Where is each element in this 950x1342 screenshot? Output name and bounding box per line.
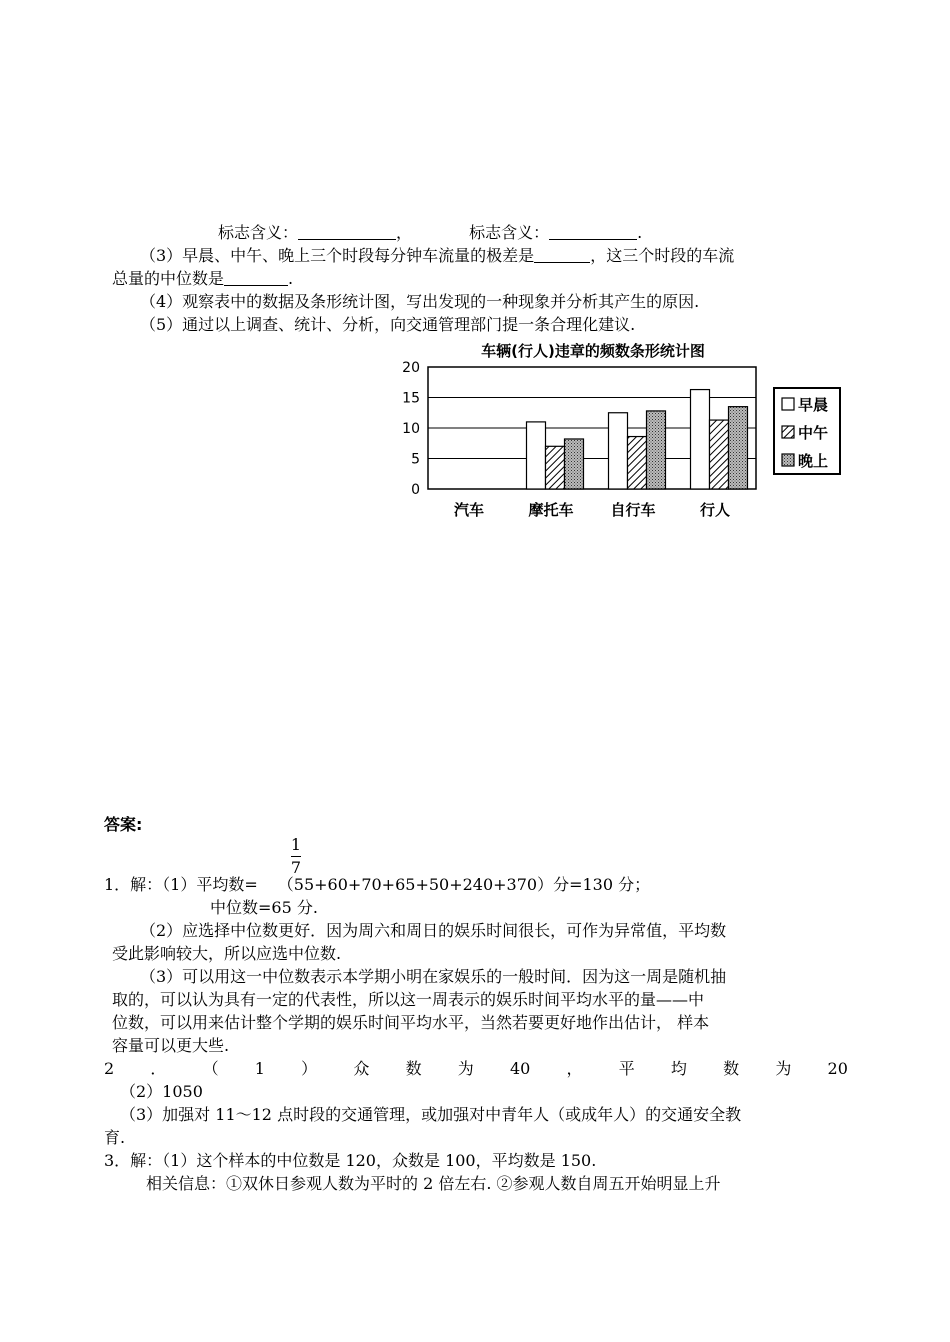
chart-bars — [527, 390, 748, 489]
q3-blank-range — [534, 246, 590, 263]
a1-mean-prefix: 1．解：（1）平均数= — [104, 875, 258, 894]
fraction-denominator: 7 — [290, 858, 302, 877]
sign-meaning-label-2: 标志含义： — [469, 223, 550, 242]
chart-title: 车辆(行人)违章的频数条形统计图 — [481, 342, 705, 360]
a1-p3-line-1: （3）可以用这一中位数表示本学期小明在家娱乐的一般时间．因为这一周是随机抽 — [140, 967, 727, 986]
y-tick-label: 20 — [402, 360, 420, 376]
y-tick-label: 10 — [402, 421, 420, 437]
a1-p2-line-2: 受此影响较大，所以应选中位数. — [112, 944, 342, 963]
a2-token: 为 — [457, 1059, 474, 1078]
bar-中午-自行车 — [628, 437, 647, 489]
q5-text: （5）通过以上调查、统计、分析，向交通管理部门提一条合理化建议. — [140, 315, 636, 334]
chart-y-ticks — [402, 360, 420, 498]
sign-meaning-blank-1 — [298, 223, 396, 240]
mean-fraction — [288, 835, 304, 878]
q3-line-2 — [112, 268, 293, 290]
a3-line-2: 相关信息：①双休日参观人数为平时的 2 倍左右. ②参观人数自周五开始明显上升 — [146, 1174, 721, 1193]
a2-token: 数 — [405, 1059, 422, 1078]
q3-line-1 — [140, 245, 734, 267]
sign-meaning-line — [218, 222, 642, 244]
q5-line — [140, 314, 635, 336]
a1-p3-line-3: 位数，可以用来估计整个学期的娱乐时间平均水平，当然若要更好地作出估计， 样本 — [112, 1013, 710, 1032]
a2-token: ， — [566, 1059, 583, 1078]
q3-text-2: ，这三个时段的车流 — [590, 246, 735, 265]
bar-晚上-摩托车 — [565, 439, 584, 489]
a2-token: 众 — [353, 1059, 370, 1078]
a2-token: 20 — [827, 1059, 848, 1078]
bar-chart — [388, 338, 848, 524]
x-tick-label: 自行车 — [610, 501, 656, 519]
q3-text-3: 总量的中位数是 — [112, 269, 225, 288]
a2-token: 平 — [618, 1059, 635, 1078]
legend-label: 早晨 — [798, 396, 829, 414]
a1-p2-line-1: （2）应选择中位数更好．因为周六和周日的娱乐时间很长，可作为异常值，平均数 — [140, 921, 727, 940]
a2-token: 1 — [254, 1059, 265, 1078]
legend-swatch — [782, 426, 794, 438]
a1-line-1 — [104, 874, 650, 896]
bar-中午-行人 — [710, 420, 729, 489]
a3-line-1: 3．解：（1）这个样本的中位数是 120，众数是 100，平均数是 150. — [104, 1151, 597, 1170]
bar-早晨-自行车 — [609, 413, 628, 489]
a2-token: 均 — [670, 1059, 687, 1078]
legend-swatch — [782, 454, 794, 466]
sign-meaning-end: . — [637, 223, 643, 242]
answers-heading: 答案: — [104, 815, 143, 834]
fraction-bar — [291, 856, 301, 857]
q3-end: . — [288, 269, 294, 288]
y-tick-label: 5 — [411, 451, 420, 468]
bar-晚上-行人 — [729, 407, 748, 489]
a2-token: 2 — [104, 1059, 115, 1078]
bar-早晨-摩托车 — [527, 422, 546, 489]
legend-label: 晚上 — [798, 452, 829, 470]
sign-meaning-sep: ， — [396, 223, 413, 242]
q3-blank-median — [224, 269, 288, 286]
a1-line-2: 中位数=65 分. — [210, 898, 318, 917]
sign-meaning-blank-2 — [549, 223, 637, 240]
x-tick-label: 行人 — [699, 501, 731, 519]
a1-mean-formula: （55+60+70+65+50+240+370）分=130 分； — [277, 875, 651, 894]
a2-token: 数 — [723, 1059, 740, 1078]
a2-token: 40 — [509, 1059, 531, 1078]
a2-line-3: （3）加强对 11～12 点时段的交通管理，或加强对中青年人（或成年人）的交通安全教 — [120, 1105, 742, 1124]
a1-p3-line-4: 容量可以更大些. — [112, 1036, 230, 1055]
bar-晚上-自行车 — [647, 411, 666, 489]
x-tick-label: 汽车 — [453, 501, 485, 519]
y-tick-label: 15 — [402, 390, 420, 407]
a2-token: ） — [301, 1059, 318, 1078]
sign-meaning-label-1: 标志含义： — [218, 223, 299, 242]
chart-legend — [774, 388, 840, 474]
bar-中午-摩托车 — [546, 446, 565, 489]
x-tick-label: 摩托车 — [528, 501, 574, 519]
a1-p3-line-2: 取的，可以认为具有一定的代表性，所以这一周表示的娱乐时间平均水平的量——中 — [112, 990, 705, 1009]
a2-token: 为 — [775, 1059, 792, 1078]
q3-text-1: （3）早晨、中午、晚上三个时段每分钟车流量的极差是 — [140, 246, 535, 265]
y-tick-label: 0 — [411, 482, 420, 498]
fraction-numerator: 1 — [290, 835, 302, 854]
legend-label: 中午 — [798, 424, 829, 442]
a2-line-1 — [104, 1058, 848, 1080]
a2-token: ． — [150, 1059, 167, 1078]
chart-x-labels — [454, 501, 730, 519]
a2-line-2: （2）1050 — [120, 1082, 203, 1101]
q4-line — [140, 291, 699, 313]
legend-swatch — [782, 398, 794, 410]
bar-早晨-行人 — [691, 390, 710, 489]
q4-text: （4）观察表中的数据及条形统计图，写出发现的一种现象并分析其产生的原因. — [140, 292, 700, 311]
a2-line-4: 育. — [104, 1128, 126, 1147]
a2-token: （ — [202, 1059, 219, 1078]
